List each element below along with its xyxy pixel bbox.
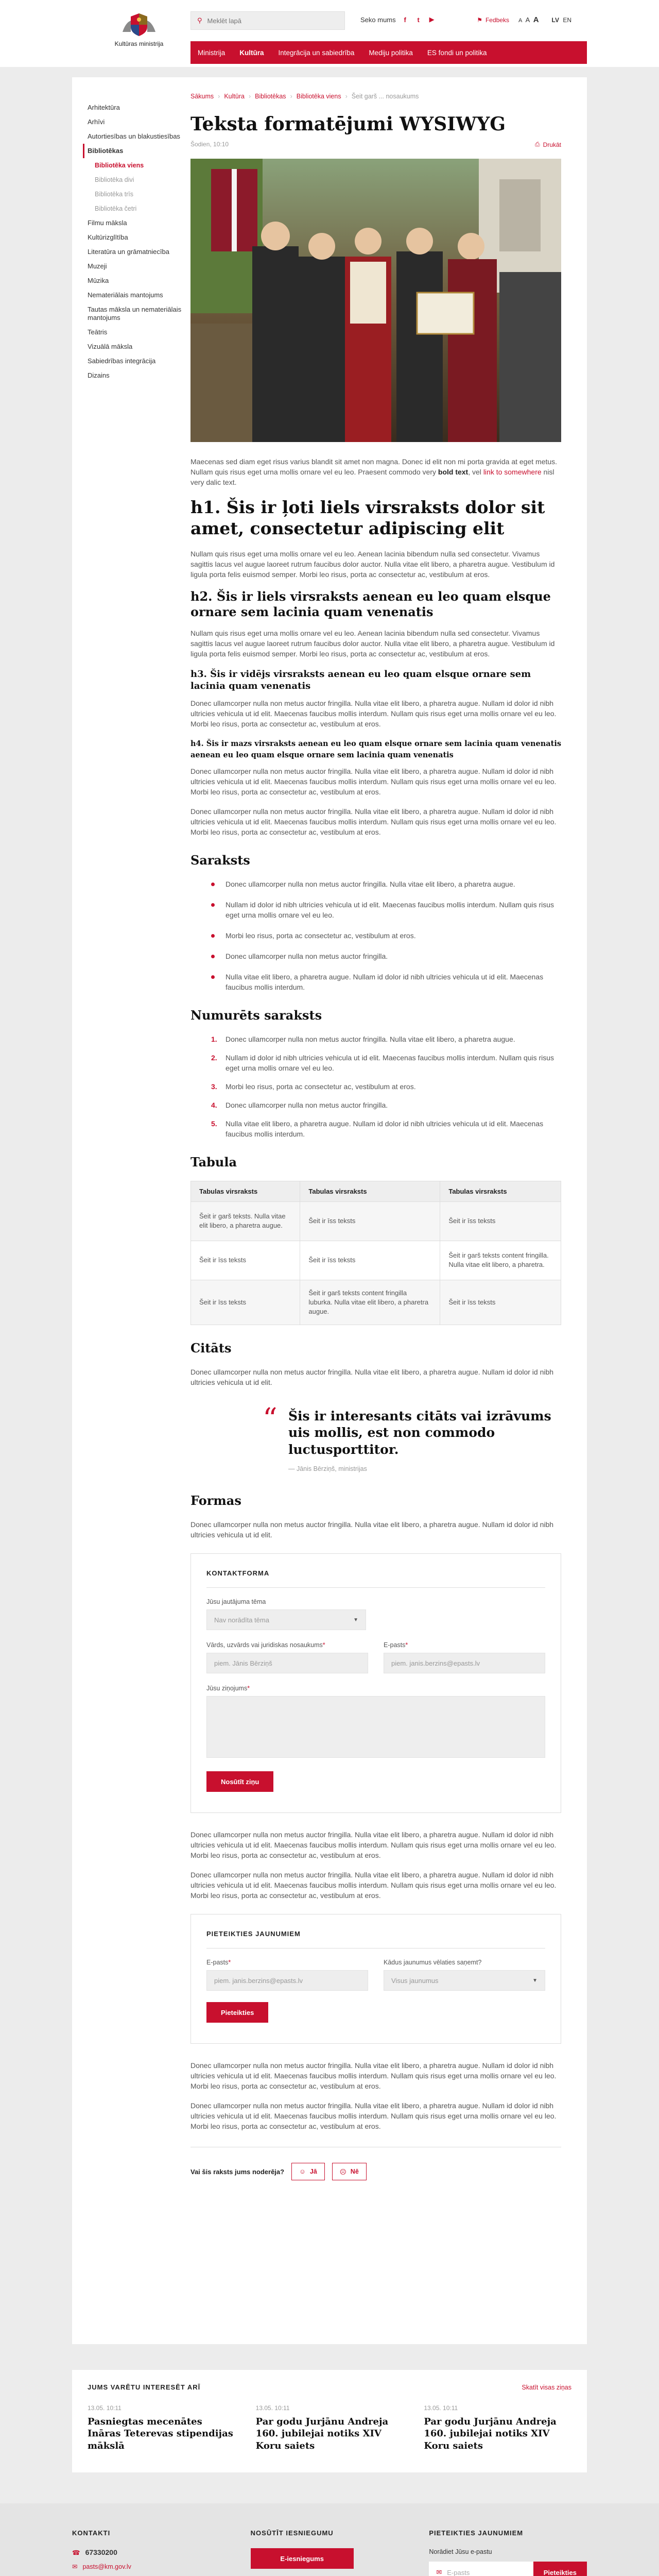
table-cell: Šeit ir īss teksts [191, 1280, 300, 1325]
sidebar-item-autortiesibas[interactable]: Autortiesības un blakustiesības [88, 132, 180, 140]
breadcrumb [190, 93, 561, 100]
newsletter-email-label: E-pasts* [206, 1959, 231, 1967]
topic-label: Jūsu jautājuma tēma [206, 1598, 266, 1606]
footer-email[interactable]: ✉ pasts@km.gov.lv [72, 2563, 131, 2571]
content-table [190, 1181, 561, 1325]
breadcrumb-separator: › [248, 93, 251, 100]
breadcrumb-separator: › [218, 93, 220, 100]
footer-submit [251, 2529, 409, 2576]
list-item: 3. Morbi leo risus, porta ac consectetur ac, vestibulum at eros. [211, 1082, 416, 1091]
page-body [72, 77, 587, 2344]
news-card[interactable] [256, 2404, 404, 2452]
nav-ministrija[interactable]: Ministrija [198, 48, 226, 57]
sidebar-item-filmu-maksla[interactable]: Filmu māksla [88, 219, 127, 227]
caret-down-icon: ▼ [353, 1617, 358, 1623]
mail-icon: ✉ [72, 2563, 78, 2571]
paragraph: Donec ullamcorper nulla non metus auctor fringilla. Nulla vitae elit libero, a pharetra augue. Nullam id dolor id nibh ultricies vehicula ut id elit. Maecenas faucibus mollis interdum. Nullam quis risus eget urna mollis ornare vel eu leo. Morbi leo risus, porta ac consectetur ac, vestibulum at eros. [190, 699, 557, 728]
heading-h2: h2. Šis ir liels virsraksts aenean eu leo quam elsque ornare sem lacinia quam venenatis [190, 588, 551, 619]
paragraph: Donec ullamcorper nulla non metus auctor fringilla. Nulla vitae elit libero, a pharetra augue. Nullam id dolor id nibh ultricies vehicula ut id elit. [190, 1520, 554, 1539]
footer-subscribe-label: Norādiet Jūsu e-pastu [429, 2548, 492, 2556]
table-heading: Tabula [190, 1154, 237, 1170]
all-news-link[interactable]: Skatīt visas ziņas [522, 2383, 571, 2391]
news-title[interactable]: Pasniegtas mecenātes Ināras Teterevas stipendijas mākslā [88, 2416, 233, 2451]
article-date: Šodien, 10:10 [190, 141, 229, 148]
coat-of-arms-icon [120, 11, 158, 38]
sidebar-item-vizuala-maksla[interactable]: Vizuālā māksla [88, 343, 133, 350]
quote-text: Šis ir interesants citāts vai izrāvums uis mollis, est non commodo luctusporttitor. [288, 1408, 551, 1457]
sidebar-subitem-divi[interactable]: Bibliotēka divi [95, 176, 134, 183]
list-item: 2. Nullam id dolor id nibh ultricies vehicula ut id elit. Maecenas faucibus mollis interdum. Nullam quis risus eget urna mollis ornare vel eu leo. [211, 1053, 554, 1072]
quote-author: — Jānis Bērziņš, ministrijas [288, 1465, 367, 1473]
newsletter-topic-label: Kādus jaunumus vēlaties saņemt? [384, 1959, 482, 1967]
sidebar-item-teatris[interactable]: Teātris [88, 328, 108, 336]
newsletter-email-input[interactable]: piem. janis.berzins@epasts.lv [206, 1970, 368, 1991]
language-switcher [550, 16, 571, 24]
footer-phone[interactable]: ☎ 67330200 [72, 2548, 117, 2557]
email-label: E-pasts* [384, 1641, 408, 1649]
sidebar-item-nematerialais[interactable]: Nemateriālais mantojums [88, 291, 163, 299]
mail-icon: ✉ [436, 2568, 442, 2576]
ordered-list-heading: Numurēts saraksts [190, 1007, 322, 1023]
paragraph: Donec ullamcorper nulla non metus auctor fringilla. Nulla vitae elit libero, a pharetra augue. Nullam id dolor id nibh ultricies vehicula ut id elit. Maecenas faucibus mollis interdum. Nullam quis risus eget urna mollis ornare vel eu leo. Morbi leo risus, porta ac consectetur ac, vestibulum at eros. [190, 1831, 557, 1860]
phone-icon: ☎ [72, 2549, 80, 2556]
footer-subscribe-title: PIETEIKTIES JAUNUMIEM [429, 2529, 524, 2537]
breadcrumb-separator: › [345, 93, 348, 100]
heading-h1: h1. Šis ir ļoti liels virsraksts dolor sit amet, consectetur adipiscing elit [190, 497, 545, 539]
breadcrumb-item[interactable]: Kultūra [224, 93, 245, 100]
table-cell: Šeit ir īss teksts [191, 1241, 300, 1280]
lang-lv[interactable]: LV [551, 16, 559, 24]
sidebar-subitem-cetri[interactable]: Bibliotēka četri [95, 205, 137, 212]
paragraph: Nullam quis risus eget urna mollis ornare vel eu leo. Aenean lacinia bibendum nulla sed consectetur. Vivamus sagittis lacus vel augue laoreet rutrum faucibus dolor auctor. Nulla vitae elit libero, a pharetra augue. Vestibulum id ligula porta felis euismod semper. Morbi leo risus, porta ac consectetur ac, vestibulum at eros. [190, 629, 555, 658]
paragraph: Donec ullamcorper nulla non metus auctor fringilla. Nulla vitae elit libero, a pharetra augue. Nullam id dolor id nibh ultricies vehicula ut id elit. Maecenas faucibus mollis interdum. Nullam quis risus eget urna mollis ornare vel eu leo. Morbi leo risus, porta ac consectetur ac, vestibulum at eros. [190, 2102, 557, 2131]
sidebar-subitem-tris[interactable]: Bibliotēka trīs [95, 191, 134, 198]
ordered-list [211, 1034, 561, 1139]
article-meta [190, 141, 561, 148]
footer-subscribe [429, 2529, 587, 2576]
sidebar-item-arhitektura[interactable]: Arhitektūra [88, 104, 120, 111]
bold-text: bold text [438, 468, 469, 477]
frown-icon: ☹ [339, 2168, 346, 2176]
table-cell: Šeit ir īss teksts [440, 1280, 561, 1325]
sidebar [72, 77, 190, 2344]
list-item: Nullam id dolor id nibh ultricies vehicula ut id elit. Maecenas faucibus mollis interdum. Nullam quis risus eget urna mollis ornare vel eu leo. [211, 900, 561, 920]
search-box[interactable] [190, 11, 345, 30]
related-title: JUMS VARĒTU INTERESĒT ARĪ [88, 2383, 201, 2391]
table-row [191, 1241, 561, 1280]
heading-h3: h3. Šis ir vidējs virsraksts aenean eu leo quam elsque ornare sem lacinia quam venenatis [190, 668, 531, 692]
send-message-button[interactable]: Nosūtīt ziņu [206, 1771, 273, 1792]
footer-email-input[interactable]: ✉ E-pasts [429, 2562, 533, 2576]
inline-link[interactable]: link to somewhere [483, 468, 542, 477]
table-row [191, 1280, 561, 1325]
vote-yes-button[interactable]: ☺ Jā [291, 2163, 325, 2180]
related-list [88, 2404, 571, 2452]
header-utilities [477, 15, 571, 24]
news-card[interactable] [424, 2404, 571, 2452]
email-input[interactable]: piem. janis.berzins@epasts.lv [384, 1653, 545, 1673]
news-card[interactable] [88, 2404, 235, 2452]
header-social [360, 15, 436, 24]
lang-en[interactable]: EN [563, 16, 571, 24]
topic-select[interactable]: Nav norādīta tēma ▼ [206, 1609, 366, 1630]
paragraph: Donec ullamcorper nulla non metus auctor fringilla. Nulla vitae elit libero, a pharetra augue. Nullam id dolor id nibh ultricies vehicula ut id elit. Maecenas faucibus mollis interdum. Nullam quis risus eget urna mollis ornare vel eu leo. Morbi leo risus, porta ac consectetur ac, vestibulum at eros. [190, 767, 557, 796]
font-size-switcher [518, 15, 541, 24]
table-header-cell: Tabulas virsraksts [440, 1181, 561, 1201]
sidebar-item-muzeji[interactable]: Muzeji [88, 262, 107, 270]
twitter-icon[interactable]: t [417, 15, 420, 24]
news-date: 13.05. 10:11 [424, 2404, 458, 2412]
table-header-cell: Tabulas virsraksts [300, 1181, 440, 1201]
smile-icon: ☺ [299, 2168, 306, 2176]
news-date: 13.05. 10:11 [255, 2404, 290, 2412]
table-cell: Šeit ir īss teksts [440, 1201, 561, 1241]
breadcrumb-current: Šeit garš ... nosaukums [351, 93, 419, 100]
sidebar-item-tautas-maksla[interactable]: Tautas māksla un nemateriālais mantojums [88, 306, 182, 321]
page-title: Teksta formatējumi WYSIWYG [190, 113, 506, 135]
table-cell: Šeit ir garš teksts content fringilla luburka. Nulla vitae elit libero, a pharetra augue. [300, 1280, 440, 1325]
news-title[interactable]: Par godu Jurjānu Andreja 160. jubilejai notiks XIV Koru saiets [255, 2416, 389, 2451]
newsletter-topic-select[interactable]: Visus jaunumus ▼ [384, 1970, 545, 1991]
newsletter-form-title: PIETEIKTIES JAUNUMIEM [206, 1930, 545, 1948]
form-row [206, 1641, 545, 1673]
search-icon: ⚲ [197, 16, 202, 24]
related-news [72, 2370, 587, 2472]
contact-form [190, 1553, 561, 1813]
list-item: Morbi leo risus, porta ac consectetur ac, vestibulum at eros. [211, 930, 561, 941]
logo[interactable] [108, 11, 170, 47]
sidebar-item-muzika[interactable]: Mūzika [88, 277, 109, 284]
list-item: Donec ullamcorper nulla non metus auctor fringilla. Nulla vitae elit libero, a pharetra augue. [211, 879, 561, 889]
footer-submit-title: NOSŪTĪT IESNIEGUMU [250, 2529, 334, 2537]
footer-contacts-title: KONTAKTI [72, 2529, 111, 2537]
quote-heading: Citāts [190, 1340, 232, 1355]
intro-paragraph: Maecenas sed diam eget risus varius blandit sit amet non magna. Donec id elit non mi porta gravida at eget metus. Nullam quis risus eget urna mollis ornare vel eu leo. Praesent commodo very bold text, vel link to somewhere nisl very dalic text. [190, 457, 558, 487]
youtube-icon[interactable]: ▶ [429, 15, 435, 23]
sidebar-item-kulturizglitiba[interactable]: Kultūrizglītība [88, 233, 128, 241]
print-button[interactable]: ⎙ Drukāt [535, 141, 561, 148]
footer-subscribe-row [429, 2562, 587, 2576]
feedback-vote [190, 2147, 561, 2180]
blockquote [263, 1402, 561, 1473]
paragraph: Donec ullamcorper nulla non metus auctor fringilla. Nulla vitae elit libero, a pharetra augue. Nullam id dolor id nibh ultricies vehicula ut id elit. [190, 1367, 554, 1386]
e-submission-button[interactable]: E-iesniegums [251, 2548, 354, 2569]
list-item: 1. Donec ullamcorper nulla non metus auctor fringilla. Nulla vitae elit libero, a pharetra augue. [211, 1035, 515, 1043]
sidebar-subitem-viens[interactable]: Bibliotēka viens [95, 162, 144, 169]
forms-heading: Formas [190, 1493, 241, 1509]
nav-kultura[interactable]: Kultūra [239, 48, 264, 57]
message-textarea[interactable] [206, 1696, 545, 1758]
font-size-small[interactable]: A [518, 18, 523, 24]
table-header-cell: Tabulas virsraksts [191, 1181, 300, 1201]
table-row [191, 1201, 561, 1241]
news-title[interactable]: Par godu Jurjānu Andreja 160. jubilejai notiks XIV Koru saiets [424, 2416, 557, 2451]
printer-icon: ⎙ [535, 141, 540, 148]
paragraph: Donec ullamcorper nulla non metus auctor fringilla. Nulla vitae elit libero, a pharetra augue. Nullam id dolor id nibh ultricies vehicula ut id elit. Maecenas faucibus mollis interdum. Nullam quis risus eget urna mollis ornare vel eu leo. Morbi leo risus, porta ac consectetur ac, vestibulum at eros. [190, 2061, 557, 2091]
footer-subscribe-button[interactable]: Pieteikties [533, 2562, 587, 2576]
sidebar-item-dizains[interactable]: Dizains [88, 371, 110, 379]
site-footer [0, 2503, 659, 2576]
sidebar-item-literatura[interactable]: Literatūra un grāmatniecība [88, 248, 169, 256]
form-row [206, 1959, 545, 1991]
breadcrumb-item[interactable]: Bibliotēka viens [296, 93, 341, 100]
font-size-large[interactable]: A [533, 15, 539, 24]
breadcrumb-item[interactable]: Sākums [190, 93, 214, 100]
list-item: 4. Donec ullamcorper nulla non metus auctor fringilla. [211, 1100, 388, 1109]
list-item: 5. Nulla vitae elit libero, a pharetra augue. Nullam id dolor id nibh ultricies vehicula ut id elit. Maecenas faucibus mollis interdum. [211, 1119, 544, 1138]
nav-mediju-politika[interactable]: Mediju politika [369, 48, 413, 57]
paragraph: Donec ullamcorper nulla non metus auctor fringilla. Nulla vitae elit libero, a pharetra augue. Nullam id dolor id nibh ultricies vehicula ut id elit. Maecenas faucibus mollis interdum. Nullam quis risus eget urna mollis ornare vel eu leo. Morbi leo risus, porta ac consectetur ac, vestibulum at eros. [190, 1871, 557, 1900]
main-content [190, 77, 561, 2344]
search-input[interactable] [207, 17, 338, 25]
heading-h4: h4. Šis ir mazs virsraksts aenean eu leo quam elsque ornare sem lacinia quam venenatis aenean eu leo quam elsque ornare sem lacinia quam venenatis [190, 739, 562, 760]
name-label: Vārds, uzvārds vai juridiskas nosaukums* [206, 1641, 325, 1649]
table-cell: Šeit ir garš teksts. Nulla vitae elit libero, a pharetra augue. [191, 1201, 300, 1241]
feedback-link[interactable]: ⚑ Fedbeks [477, 16, 509, 24]
font-size-medium[interactable]: A [525, 16, 530, 24]
main-nav [190, 41, 587, 64]
contact-form-title: KONTAKTFORMA [206, 1569, 545, 1588]
list-item: Nulla vitae elit libero, a pharetra augue. Nullam id dolor id nibh ultricies vehicula ut id elit. Maecenas faucibus mollis interdum. [211, 972, 561, 992]
name-input[interactable]: piem. Jānis Bērziņš [206, 1653, 368, 1673]
hero-image [190, 159, 561, 442]
table-cell: Šeit ir īss teksts [300, 1241, 440, 1280]
subscribe-button[interactable]: Pieteikties [206, 2002, 268, 2023]
table-header-row [191, 1181, 561, 1201]
quote-icon: “ [263, 1402, 278, 1436]
table-cell: Šeit ir garš teksts content fringilla. Nulla vitae elit libero, a pharetra. [440, 1241, 561, 1280]
breadcrumb-item[interactable]: Bibliotēkas [255, 93, 286, 100]
message-label: Jūsu ziņojums* [206, 1685, 250, 1692]
table-cell: Šeit ir īss teksts [300, 1201, 440, 1241]
related-header [88, 2383, 571, 2391]
site-header [0, 0, 659, 67]
flag-icon: ⚑ [477, 16, 482, 24]
list-item: Donec ullamcorper nulla non metus auctor fringilla. [211, 951, 561, 961]
vote-no-button[interactable]: ☹ Nē [332, 2163, 367, 2180]
logo-text: Kultūras ministrija [114, 40, 164, 47]
sidebar-item-biblioteka[interactable]: Bibliotēkas [83, 144, 190, 158]
social-label: Seko mums [360, 15, 396, 24]
newsletter-form [190, 1914, 561, 2044]
bullet-list [211, 879, 561, 992]
breadcrumb-separator: › [290, 93, 292, 100]
sidebar-item-arhivi[interactable]: Arhīvi [88, 118, 105, 126]
facebook-icon[interactable]: f [404, 15, 406, 24]
nav-integracija[interactable]: Integrācija un sabiedrība [278, 48, 355, 57]
nav-es-fondi[interactable]: ES fondi un politika [427, 48, 487, 57]
vote-question: Vai šis raksts jums noderēja? [190, 2167, 285, 2176]
sidebar-item-integracija[interactable]: Sabiedrības integrācija [88, 357, 156, 365]
news-date: 13.05. 10:11 [88, 2404, 122, 2412]
paragraph: Donec ullamcorper nulla non metus auctor fringilla. Nulla vitae elit libero, a pharetra augue. Nullam id dolor id nibh ultricies vehicula ut id elit. Maecenas faucibus mollis interdum. Nullam quis risus eget urna mollis ornare vel eu leo. Morbi leo risus, porta ac consectetur ac, vestibulum at eros. [190, 807, 557, 836]
caret-down-icon: ▼ [532, 1977, 537, 1984]
list-heading: Saraksts [190, 852, 250, 868]
footer-contacts [72, 2529, 230, 2576]
paragraph: Nullam quis risus eget urna mollis ornare vel eu leo. Aenean lacinia bibendum nulla sed consectetur. Vivamus sagittis lacus vel augue laoreet rutrum faucibus dolor auctor. Nulla vitae elit libero, a pharetra augue. Vestibulum id ligula porta felis euismod semper. Morbi leo risus, porta ac consectetur ac, vestibulum at eros. [190, 549, 555, 579]
